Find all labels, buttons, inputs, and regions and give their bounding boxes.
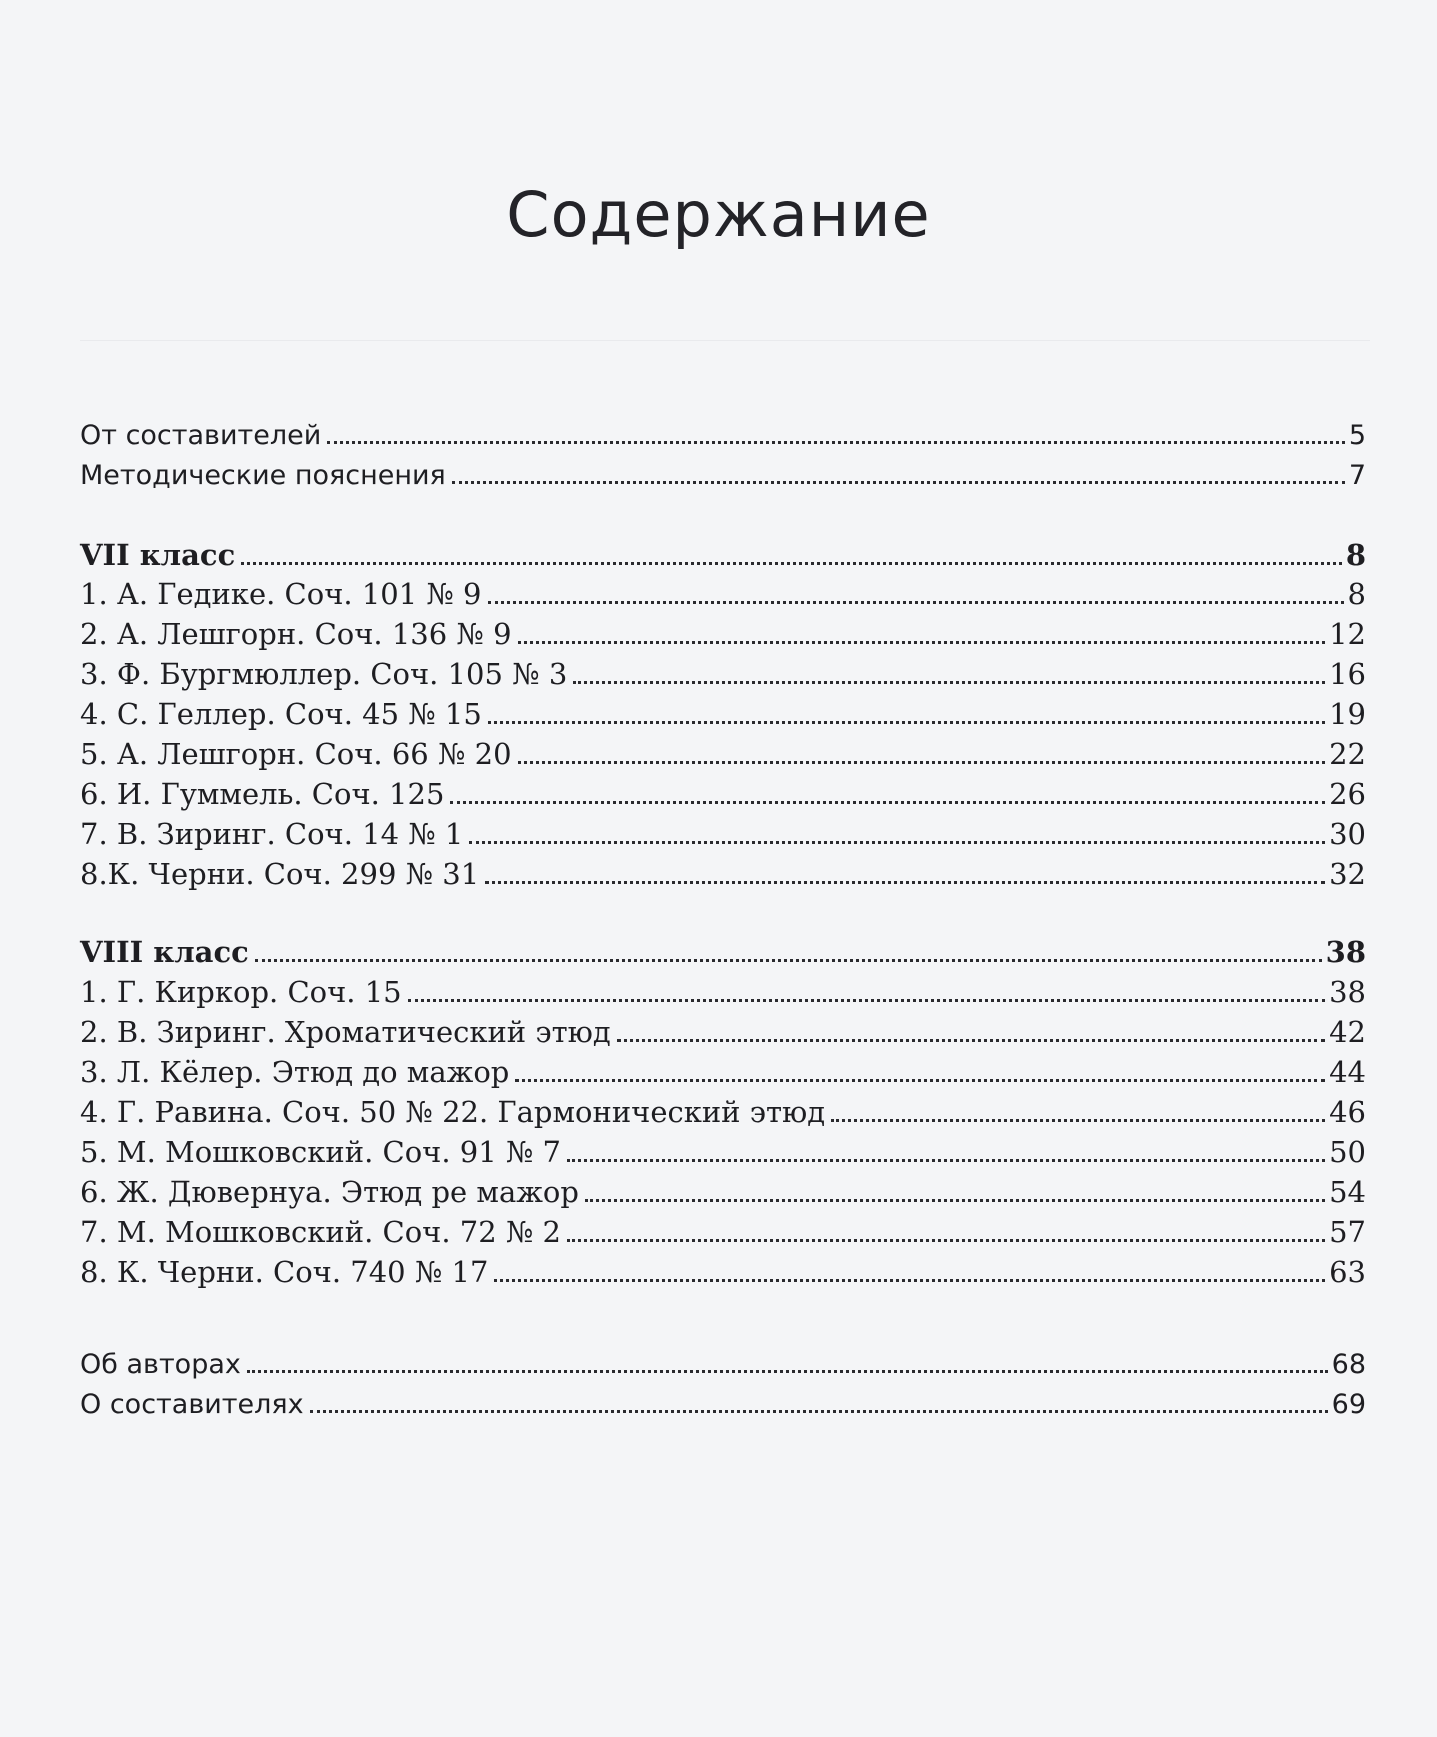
toc-entry-page: 12 [1329,617,1366,651]
dot-leader [247,1370,1328,1373]
toc-entry [80,854,1366,894]
toc-entry-front-2 [80,456,1366,496]
toc-entry-label: 6. И. Гуммель. Соч. 125 [80,777,445,811]
toc-entry-page: 38 [1329,975,1366,1009]
toc-entry [80,814,1366,854]
toc-entry-label: Об авторах [80,1349,241,1380]
toc-entry-page: 50 [1329,1135,1366,1169]
toc-entry-page: 16 [1329,657,1366,691]
dot-leader [488,721,1325,724]
dot-leader [567,1239,1325,1242]
section-heading-label: VII класс [80,538,236,572]
dot-leader [488,601,1344,604]
page-title: Содержание [506,178,931,251]
toc-entry-label: 7. В. Зиринг. Соч. 14 № 1 [80,817,464,851]
dot-leader [485,881,1325,884]
toc-entry-label: 2. А. Лешгорн. Соч. 136 № 9 [80,617,512,651]
toc-entry-front-1 [80,416,1366,456]
toc-entry-label: 4. С. Геллер. Соч. 45 № 15 [80,697,482,731]
toc-entry-label: 3. Л. Кёлер. Этюд до мажор [80,1055,510,1089]
dot-leader [327,441,1345,444]
dot-leader [452,481,1345,484]
toc-entry-label: 2. В. Зиринг. Хроматический этюд [80,1015,611,1049]
toc-entry [80,694,1366,734]
toc-entry [80,972,1366,1012]
toc-entry-page: 69 [1331,1389,1366,1420]
toc-entry-page: 44 [1329,1055,1366,1089]
toc-entry [80,774,1366,814]
dot-leader [408,999,1325,1002]
toc-entry-page: 57 [1329,1215,1366,1249]
dot-leader [567,1159,1325,1162]
toc-entry [80,1052,1366,1092]
toc-entry [80,734,1366,774]
toc-entry-label: 1. Г. Киркор. Соч. 15 [80,975,402,1009]
dot-leader [573,681,1325,684]
dot-leader [831,1119,1325,1122]
toc-entry [80,1172,1366,1212]
toc-entry [80,1132,1366,1172]
dot-leader [255,959,1322,962]
toc-entry [80,654,1366,694]
dot-leader [518,761,1326,764]
dot-leader [450,801,1325,804]
toc-entry [80,574,1366,614]
toc-entry-label: 5. А. Лешгорн. Соч. 66 № 20 [80,737,512,771]
toc-entry-page: 5 [1348,420,1366,451]
toc-entry-page: 46 [1329,1095,1366,1129]
dot-leader [469,841,1325,844]
section-heading-page: 8 [1345,538,1366,572]
toc-entry-label: 1. А. Гедике. Соч. 101 № 9 [80,577,482,611]
toc-entry-page: 68 [1331,1349,1366,1380]
toc-entry-label: 3. Ф. Бургмюллер. Соч. 105 № 3 [80,657,568,691]
dot-leader [310,1410,1328,1413]
dot-leader [617,1039,1325,1042]
section-heading-viii [80,932,1366,972]
section-heading-page: 38 [1325,935,1366,969]
toc-entry [80,1012,1366,1052]
dot-leader [518,641,1326,644]
toc-entry [80,1252,1366,1292]
dot-leader [494,1279,1325,1282]
toc-entry-label: 4. Г. Равина. Соч. 50 № 22. Гармонический этюд [80,1095,826,1129]
toc-entry [80,1212,1366,1252]
toc-entry-label: 5. М. Мошковский. Соч. 91 № 7 [80,1135,561,1169]
toc-entry-page: 19 [1329,697,1366,731]
toc-entry-page: 7 [1348,460,1366,491]
toc-entry-label: 8. К. Черни. Соч. 740 № 17 [80,1255,489,1289]
section-heading-vii [80,535,1366,575]
dot-leader [515,1079,1325,1082]
toc-entry-page: 22 [1329,737,1366,771]
toc-entry-label: 8.К. Черни. Соч. 299 № 31 [80,857,480,891]
bleed-through-texture [80,340,1370,377]
toc-entry [80,614,1366,654]
toc-entry-page: 32 [1329,857,1366,891]
dot-leader [241,562,1342,565]
toc-entry-page: 63 [1329,1255,1366,1289]
section-heading-label: VIII класс [80,935,249,969]
toc-entry-page: 54 [1329,1175,1366,1209]
toc-entry-label: 7. М. Мошковский. Соч. 72 № 2 [80,1215,561,1249]
toc-entry-label: О составителях [80,1389,304,1420]
toc-entry-page: 30 [1329,817,1366,851]
toc-entry-label: От составителей [80,420,322,451]
toc-entry-label: 6. Ж. Дювернуа. Этюд ре мажор [80,1175,579,1209]
toc-entry-label: Методические пояснения [80,460,446,491]
toc-entry-page: 8 [1347,577,1366,611]
toc-entry [80,1092,1366,1132]
toc-entry-back-2 [80,1385,1366,1425]
toc-entry-page: 26 [1329,777,1366,811]
dot-leader [585,1199,1325,1202]
toc-entry-back-1 [80,1345,1366,1385]
toc-entry-page: 42 [1329,1015,1366,1049]
